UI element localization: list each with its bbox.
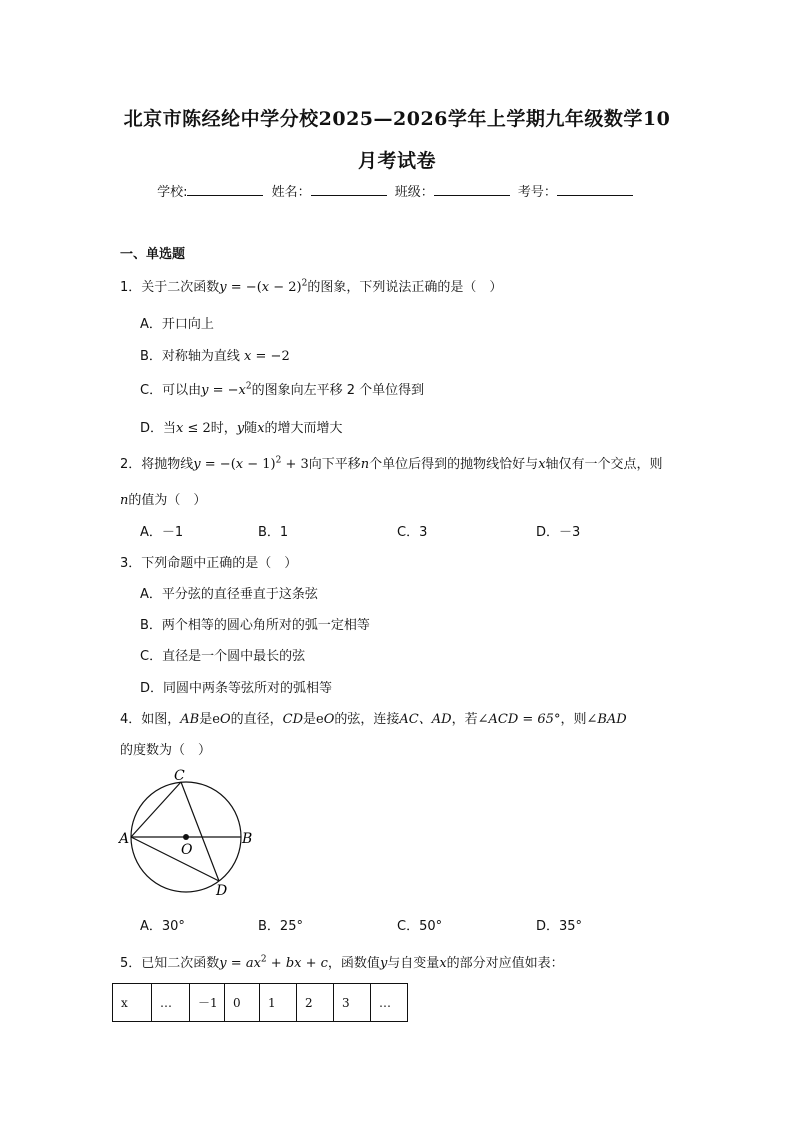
q2-stem-text: 2．将抛物线 [120, 457, 194, 472]
label-a: A [119, 831, 130, 847]
q2-option-a[interactable]: A．－1 [140, 525, 184, 540]
q4-stem-g: ，则 [560, 712, 587, 727]
q5-stem-c: 与自变量 [387, 956, 440, 971]
q1-option-a[interactable]: A．开口向上 [140, 317, 214, 332]
name-label: 姓名： [271, 185, 311, 200]
q4-acd: ∠ACD = 65° [477, 712, 561, 727]
q4-bad: ∠BAD [586, 712, 627, 727]
q4-o: O [219, 712, 231, 727]
q4-o-2: O [323, 712, 335, 727]
table-cell: 2 [297, 984, 334, 1022]
circle-geometry-figure [118, 766, 258, 901]
center-point [183, 834, 189, 840]
table-cell: 1 [260, 984, 297, 1022]
q1-option-d-mid2: 随 [244, 421, 258, 436]
q2-stem-c: 个单位后得到的抛物线恰好与 [369, 457, 539, 472]
label-o: O [181, 842, 193, 858]
value-table [112, 983, 408, 1022]
table-row [113, 984, 408, 1022]
circle-symbol-2: e [316, 712, 324, 727]
number-label: 考号： [517, 185, 557, 200]
q2-stem-b: 向下平移 [308, 457, 361, 472]
section-heading: 一、单选题 [120, 247, 186, 262]
chord-cd [181, 782, 219, 881]
q2-option-d[interactable]: D．－3 [536, 525, 581, 540]
q3-stem: 3．下列命题中正确的是（ ） [120, 556, 298, 571]
q4-acad: AC、AD [399, 712, 452, 727]
q3-option-a[interactable]: A．平分弦的直径垂直于这条弦 [140, 587, 318, 602]
q5-stem-a: 5．已知二次函数 [120, 956, 220, 971]
chord-ad [131, 837, 219, 881]
q1-option-c-text: C．可以由 [140, 383, 202, 398]
student-info-row [0, 181, 794, 200]
circle-symbol: e [212, 712, 220, 727]
exam-title-line2: 月考试卷 [357, 150, 436, 172]
q1-option-d[interactable]: D．当x ≤ 2时，y随x的增大而增大 [140, 421, 343, 436]
q4-stem-d: 是 [303, 712, 317, 727]
q2-stem-line2: n的值为（ ） [120, 493, 207, 508]
q3-option-b[interactable]: B．两个相等的圆心角所对的弧一定相等 [140, 618, 370, 633]
q3-option-c[interactable]: C．直径是一个圆中最长的弦 [140, 649, 306, 664]
table-cell: … [152, 984, 190, 1022]
name-blank[interactable] [311, 183, 387, 196]
q1-option-b-text: B．对称轴为直线 [140, 349, 240, 364]
q1-option-d-text: D．当 [140, 421, 177, 436]
q1-option-d-tail: 的增大而增大 [264, 421, 343, 436]
q1-stem-text: 1．关于二次函数 [120, 280, 220, 295]
table-cell: －1 [190, 984, 225, 1022]
q4-stem-a: 4．如图， [120, 712, 181, 727]
q4-stem [120, 708, 627, 727]
q1-option-d-mid: 时， [210, 421, 237, 436]
q5-stem-d: 的部分对应值如表： [446, 956, 564, 971]
q2-option-b[interactable]: B．1 [258, 525, 289, 540]
q4-stem-f: ，若 [451, 712, 478, 727]
q4-option-a[interactable]: A．30° [140, 919, 185, 934]
q1-stem-tail: 的图象，下列说法正确的是（ ） [307, 280, 503, 295]
label-d: D [216, 883, 228, 899]
class-label: 班级： [394, 185, 434, 200]
q4-option-b[interactable]: B．25° [258, 919, 303, 934]
q1-option-c-tail: 的图象向左平移 2 个单位得到 [251, 383, 425, 398]
label-c: C [174, 768, 185, 784]
q4-stem-e: 的弦，连接 [334, 712, 400, 727]
q1-option-b[interactable]: B．对称轴为直线 x = −2 [140, 349, 290, 364]
q1-stem: 1．关于二次函数$y = -(x - 2)^2$的图象，下列说法正确的是（ ） [120, 278, 503, 295]
q4-option-d[interactable]: D．35° [536, 919, 583, 934]
q2-stem-d: 轴仅有一个交点，则 [545, 457, 663, 472]
table-cell: … [371, 984, 408, 1022]
label-b: B [242, 831, 253, 847]
q3-option-d[interactable]: D．同圆中两条等弦所对的弧相等 [140, 681, 333, 696]
q4-option-c[interactable]: C．50° [397, 919, 443, 934]
q4-stem-b: 是 [199, 712, 213, 727]
q4-cd: CD [282, 712, 304, 727]
q2-stem-e: 的值为（ ） [128, 493, 207, 508]
number-blank[interactable] [557, 183, 633, 196]
school-label: 学校: [157, 185, 188, 200]
q4-stem-c: 的直径， [230, 712, 283, 727]
q5-stem: 5．已知二次函数$y = ax^2$ + bx + c，函数值y与自变量x的部分对应值如表： [120, 954, 564, 971]
table-cell: 3 [334, 984, 371, 1022]
q2-option-c[interactable]: C．3 [397, 525, 428, 540]
q2-stem: 2．将抛物线$y = -(x - 1)^2 + 3$向下平移n个单位后得到的抛物线恰好与x轴仅有一个交点，则 [120, 455, 663, 472]
class-blank[interactable] [434, 183, 510, 196]
q4-stem-line2: 的度数为（ ） [120, 743, 212, 758]
q5-stem-b: ，函数值 [327, 956, 380, 971]
table-cell: x [113, 984, 152, 1022]
q1-option-c[interactable]: C．可以由$y = -x^2$的图象向左平移 2 个单位得到 [140, 381, 425, 398]
school-blank[interactable] [187, 183, 263, 196]
exam-title-line1: 北京市陈经纶中学分校2025—2026学年上学期九年级数学10 [123, 108, 671, 130]
q4-ab: AB [180, 712, 200, 727]
table-cell: 0 [225, 984, 260, 1022]
